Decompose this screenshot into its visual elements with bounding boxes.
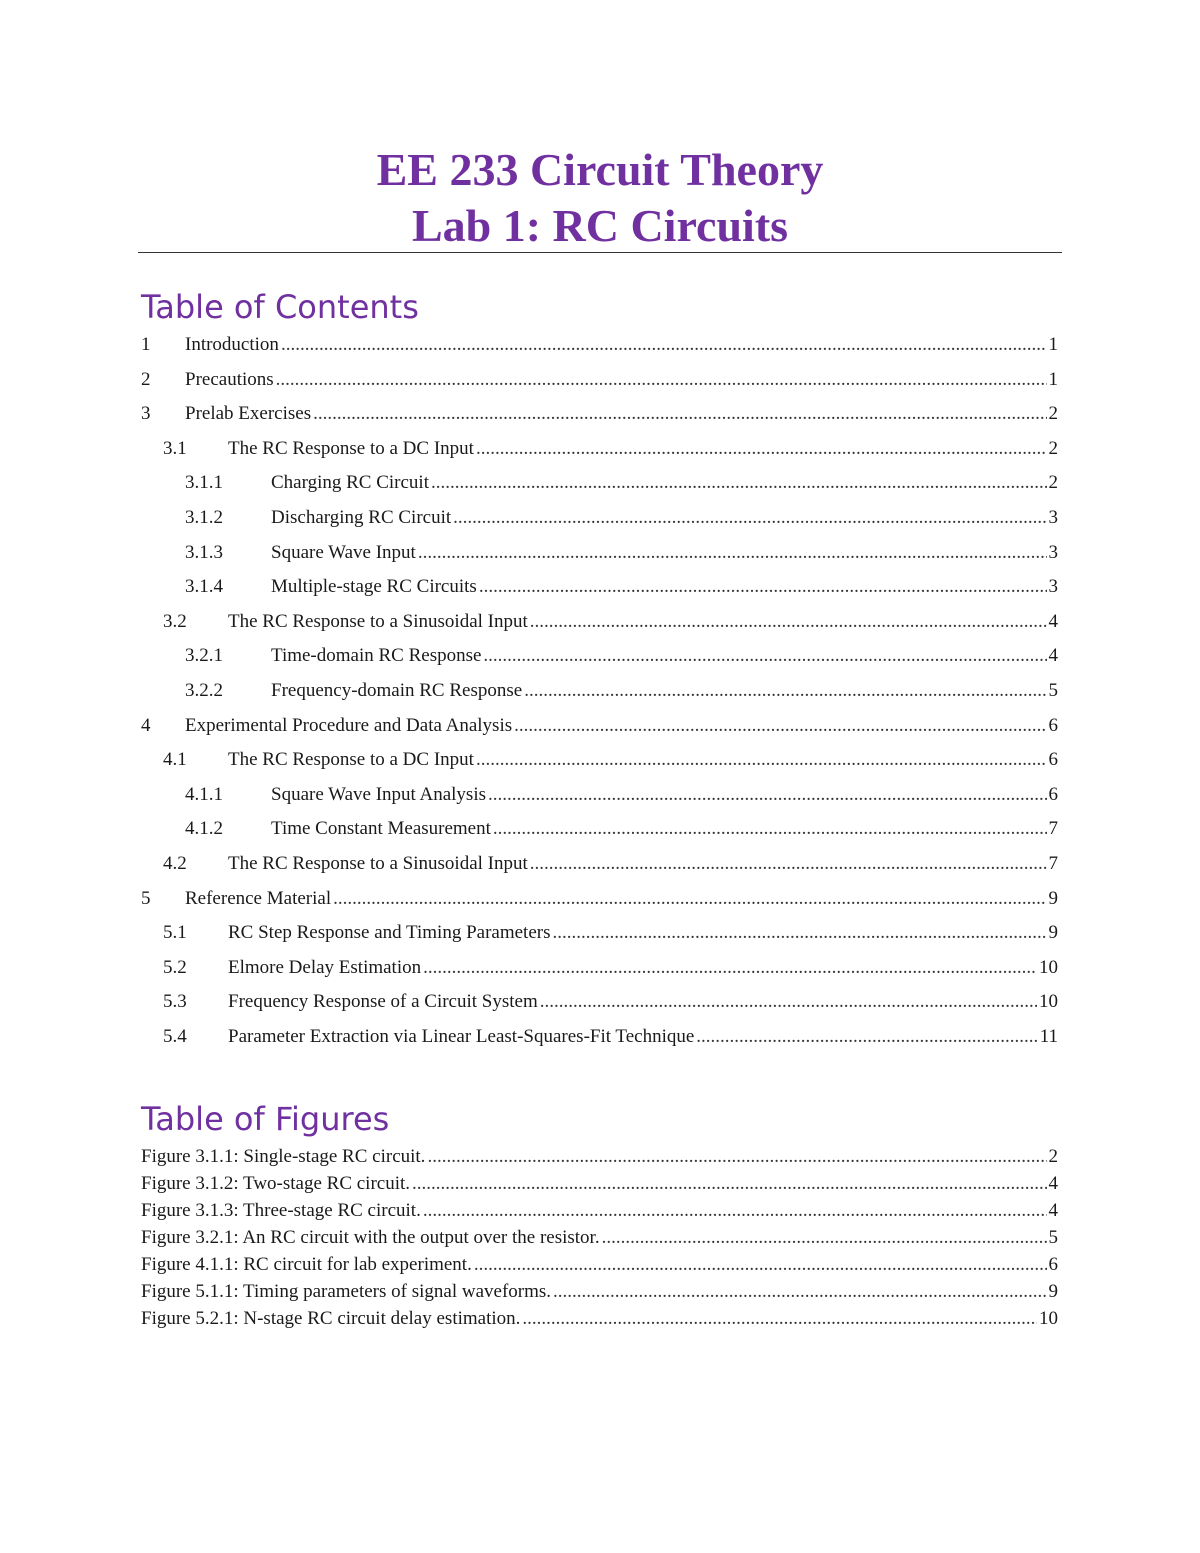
figure-entry[interactable] [141, 1224, 1058, 1251]
figure-entry-page: 4 [1048, 1173, 1058, 1194]
dot-leader [476, 434, 1047, 464]
toc-entry-page: 3 [1048, 507, 1058, 528]
dot-leader [313, 399, 1046, 429]
toc-entry-title: Time Constant Measurement [271, 818, 491, 840]
toc-entry-page: 7 [1048, 853, 1058, 874]
dot-leader [333, 884, 1046, 914]
toc-entry[interactable] [0, 1022, 1200, 1052]
toc-entry-page: 3 [1048, 576, 1058, 598]
toc-entry-title: Discharging RC Circuit [271, 507, 452, 528]
toc-entry[interactable] [0, 641, 1200, 671]
toc-entry-number: 3.2.1 [185, 645, 223, 667]
toc-entry[interactable] [0, 538, 1200, 568]
toc-entry-number: 5.3 [163, 991, 187, 1013]
toc-entry-body [228, 1022, 1058, 1052]
toc-entry-body [271, 676, 1058, 706]
toc-entry-number: 3.1 [163, 437, 187, 459]
figure-entry-page: 5 [1048, 1227, 1058, 1248]
toc-entry-title: Precautions [185, 368, 274, 390]
figure-entry-title: Figure 3.1.1: Single-stage RC circuit. [141, 1146, 426, 1167]
toc-entry[interactable] [0, 468, 1200, 498]
figure-entry-page: 9 [1048, 1281, 1058, 1302]
toc-entry-title: The RC Response to a Sinusoidal Input [228, 610, 528, 632]
figure-entry[interactable] [141, 1197, 1058, 1224]
toc-entry[interactable] [0, 814, 1200, 844]
toc-entry-body [185, 399, 1058, 429]
toc-entry[interactable] [0, 399, 1200, 429]
toc-entry-body [271, 641, 1058, 671]
toc-entry-page: 6 [1048, 783, 1058, 805]
toc-entry-title: Time-domain RC Response [271, 645, 482, 667]
dot-leader [453, 503, 1046, 533]
dot-leader [474, 1251, 1047, 1278]
figure-entry-title: Figure 3.1.3: Three-stage RC circuit. [141, 1200, 421, 1221]
dot-leader [423, 1197, 1047, 1224]
toc-entry-title: Frequency-domain RC Response [271, 680, 523, 701]
dot-leader [530, 849, 1047, 879]
figure-entry-title: Figure 5.1.1: Timing parameters of signal waveforms. [141, 1281, 552, 1302]
toc-entry-body [271, 780, 1058, 810]
dot-leader [479, 572, 1047, 602]
dot-leader [476, 745, 1047, 775]
toc-entry-body [185, 884, 1058, 914]
toc-entry-page: 1 [1048, 368, 1058, 390]
dot-leader [553, 1278, 1046, 1305]
toc-entry-title: Prelab Exercises [185, 403, 312, 425]
dot-leader [412, 1170, 1046, 1197]
toc-entry-title: The RC Response to a DC Input [228, 437, 474, 459]
toc-entry-number: 5.2 [163, 956, 187, 978]
toc-entry-page: 9 [1048, 922, 1058, 944]
toc-entry-title: Introduction [185, 334, 279, 355]
toc-entry-body [271, 468, 1058, 498]
toc-entry-body [185, 330, 1058, 360]
toc-entry[interactable] [0, 987, 1200, 1017]
dot-leader [276, 365, 1047, 395]
toc-entry-page: 9 [1048, 887, 1058, 909]
toc-entry-page: 1 [1048, 334, 1058, 355]
figure-entry-title: Figure 3.2.1: An RC circuit with the output over the resistor. [141, 1227, 600, 1248]
tof-heading: Table of Figures [141, 1100, 390, 1138]
toc-entry[interactable] [0, 434, 1200, 464]
toc-heading: Table of Contents [141, 288, 419, 326]
figure-entry-title: Figure 5.2.1: N-stage RC circuit delay estimation. [141, 1308, 521, 1329]
toc-entry[interactable] [0, 676, 1200, 706]
toc-entry-title: Multiple-stage RC Circuits [271, 576, 477, 598]
toc-entry-number: 3.2.2 [185, 680, 223, 701]
toc-entry-page: 5 [1048, 680, 1058, 701]
toc-entry-number: 5 [141, 887, 151, 909]
toc-entry[interactable] [0, 503, 1200, 533]
dot-leader [488, 780, 1046, 810]
toc-entry-number: 3.1.1 [185, 472, 223, 494]
toc-entry-body [228, 987, 1058, 1017]
toc-entry-number: 4 [141, 714, 151, 736]
dot-leader [431, 468, 1047, 498]
toc-entry-number: 2 [141, 368, 151, 390]
toc-entry-title: RC Step Response and Timing Parameters [228, 922, 551, 944]
dot-leader [427, 1143, 1046, 1170]
toc-entry-page: 2 [1048, 437, 1058, 459]
toc-entry-title: The RC Response to a DC Input [228, 749, 474, 771]
toc-entry-title: Experimental Procedure and Data Analysis [185, 714, 513, 736]
dot-leader [483, 641, 1046, 671]
toc-entry-body [228, 434, 1058, 464]
dot-leader [530, 607, 1047, 637]
toc-entry[interactable] [0, 849, 1200, 879]
toc-entry-body [185, 711, 1058, 741]
toc-entry-title: Parameter Extraction via Linear Least-Squares-Fit Technique [228, 1026, 695, 1047]
figure-entry[interactable] [141, 1251, 1058, 1278]
figure-entry-title: Figure 4.1.1: RC circuit for lab experiment. [141, 1254, 472, 1275]
dot-leader [552, 918, 1046, 948]
toc-entry-title: Frequency Response of a Circuit System [228, 991, 538, 1013]
toc-entry-body [271, 538, 1058, 568]
toc-entry-page: 11 [1039, 1026, 1058, 1047]
toc-entry-number: 4.1.2 [185, 818, 223, 840]
figure-entry-page: 4 [1048, 1200, 1058, 1221]
toc-entry-page: 4 [1048, 645, 1058, 667]
toc-entry[interactable] [0, 780, 1200, 810]
toc-entry-number: 4.1 [163, 749, 187, 771]
toc-entry-number: 3.1.2 [185, 507, 223, 528]
document-title-line2: Lab 1: RC Circuits [411, 200, 789, 251]
document-title-line1: EE 233 Circuit Theory [376, 144, 824, 195]
toc-entry-page: 10 [1039, 991, 1058, 1013]
toc-entry-number: 3.1.4 [185, 576, 223, 598]
toc-entry-page: 6 [1048, 714, 1058, 736]
toc-entry-page: 10 [1039, 956, 1058, 978]
toc-entry-number: 3.1.3 [185, 541, 223, 563]
toc-entry-page: 6 [1048, 749, 1058, 771]
figure-entry-page: 2 [1048, 1146, 1058, 1167]
toc-entry-page: 2 [1048, 403, 1058, 425]
toc-entry-body [271, 814, 1058, 844]
toc-entry-body [185, 365, 1058, 395]
toc-entry-number: 5.4 [163, 1026, 187, 1047]
toc-entry-page: 7 [1048, 818, 1058, 840]
figure-entry-page: 10 [1039, 1308, 1058, 1329]
toc-entry-number: 4.1.1 [185, 783, 223, 805]
toc-entry-body [228, 607, 1058, 637]
dot-leader [418, 538, 1047, 568]
toc-entry-page: 3 [1048, 541, 1058, 563]
dot-leader [602, 1224, 1047, 1251]
toc-entry-number: 3.2 [163, 610, 187, 632]
toc-entry-title: Square Wave Input [271, 541, 416, 563]
toc-entry[interactable] [0, 745, 1200, 775]
figure-entry-page: 6 [1048, 1254, 1058, 1275]
dot-leader [540, 987, 1037, 1017]
toc-entry-body [271, 572, 1058, 602]
dot-leader [522, 1305, 1037, 1332]
toc-entry-number: 4.2 [163, 853, 187, 874]
dot-leader [281, 330, 1047, 360]
dot-leader [423, 953, 1037, 983]
figure-entry-title: Figure 3.1.2: Two-stage RC circuit. [141, 1173, 411, 1194]
toc-entry-title: Elmore Delay Estimation [228, 956, 422, 978]
title-divider [138, 252, 1062, 253]
toc-entry-title: The RC Response to a Sinusoidal Input [228, 853, 528, 874]
toc-entry-body [228, 849, 1058, 879]
toc-entry[interactable] [0, 711, 1200, 741]
toc-entry[interactable] [0, 330, 1200, 360]
toc-entry-body [228, 953, 1058, 983]
dot-leader [696, 1022, 1037, 1052]
dot-leader [493, 814, 1047, 844]
toc-entry-page: 2 [1048, 472, 1058, 494]
toc-entry-page: 4 [1048, 610, 1058, 632]
figure-entry[interactable] [141, 1170, 1058, 1197]
toc-entry-body [228, 918, 1058, 948]
figure-entry[interactable] [141, 1143, 1058, 1170]
figure-entry[interactable] [141, 1305, 1058, 1332]
toc-entry-number: 3 [141, 403, 151, 425]
toc-entry[interactable] [0, 918, 1200, 948]
toc-entry-number: 5.1 [163, 922, 187, 944]
toc-entry[interactable] [0, 365, 1200, 395]
toc-entry[interactable] [0, 884, 1200, 914]
toc-entry-title: Square Wave Input Analysis [271, 783, 487, 805]
toc-entry[interactable] [0, 953, 1200, 983]
figure-entry[interactable] [141, 1278, 1058, 1305]
dot-leader [524, 676, 1046, 706]
dot-leader [514, 711, 1046, 741]
toc-entry-title: Reference Material [185, 887, 332, 909]
toc-entry[interactable] [0, 572, 1200, 602]
toc-entry-number: 1 [141, 334, 151, 355]
toc-entry-body [228, 745, 1058, 775]
toc-entry-title: Charging RC Circuit [271, 472, 429, 494]
toc-entry[interactable] [0, 607, 1200, 637]
toc-entry-body [271, 503, 1058, 533]
